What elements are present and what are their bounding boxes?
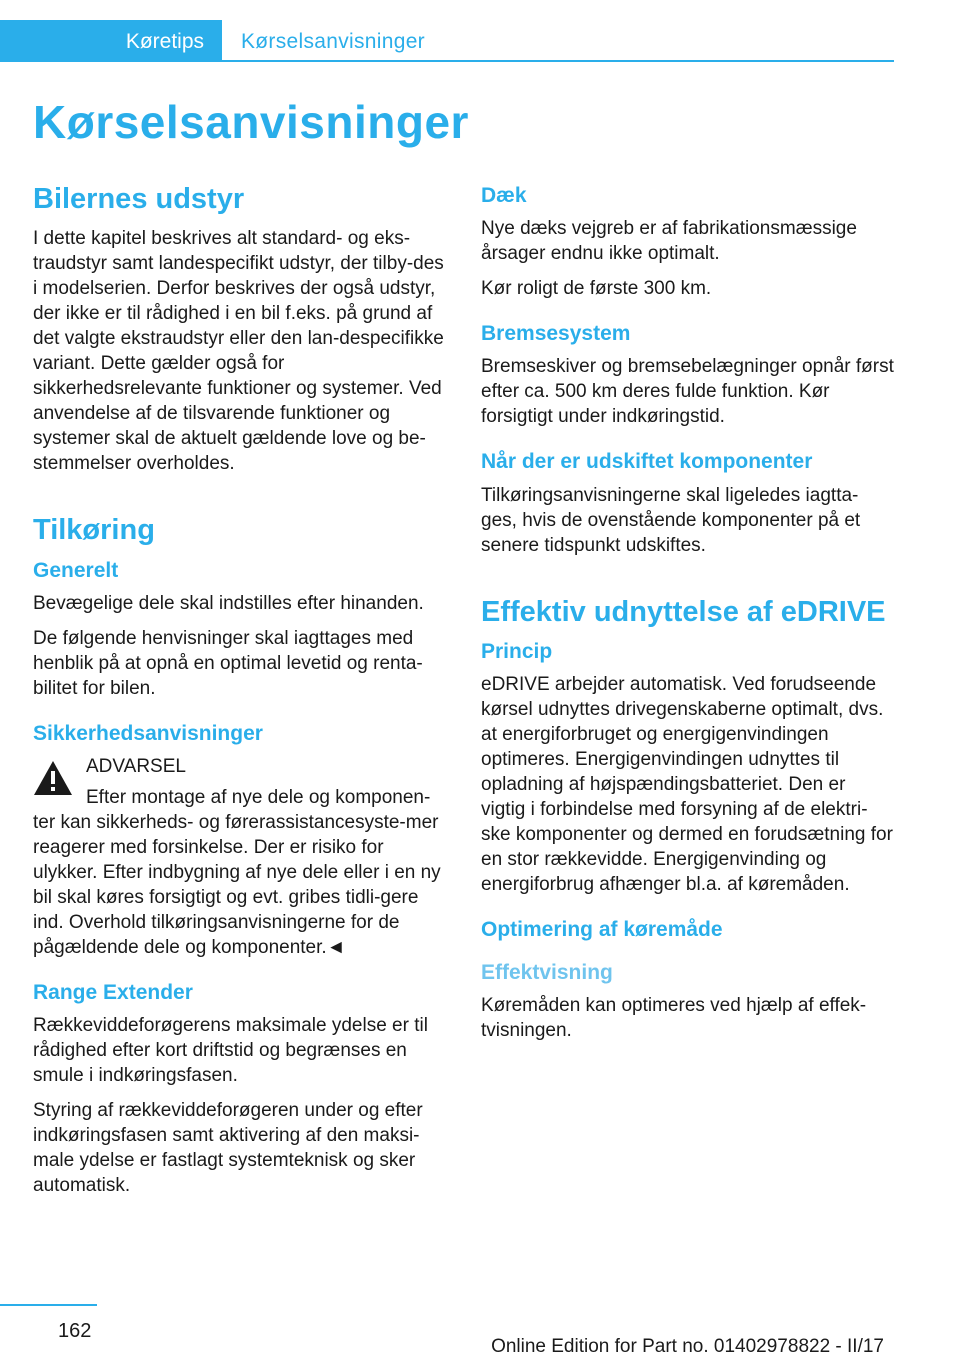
left-column xyxy=(33,183,448,1208)
subheading-sikkerhedsanvisninger: Sikkerhedsanvisninger xyxy=(33,721,263,745)
subheading-generelt: Generelt xyxy=(33,558,119,582)
subheading-range-extender: Range Extender xyxy=(33,981,193,1005)
warning-text: Efter montage af nye dele og komponen-ter kan sikkerheds- og førerassistancesyste-mer reagerer med forsinkelse. Der er risiko for ulykker. Efter indbygning af nye dele eller i en ny bil skal køres forsigtigt og evt. gribes tidli-gere ind. Overhold tilkøringsanvisningerne for de pågældende dele og komponenter.◄ xyxy=(33,787,441,959)
section-heading-effektiv-udnyttelse: Effektiv udnyttelse af eDRIVE xyxy=(481,595,886,628)
paragraph: I dette kapitel beskrives alt standard- og eks-traudstyr samt landespecifikt udstyr, der tilby-des i modelserien. Derfor beskrives der også udstyr, der ikke er til rådighed i en bil f.eks. på grund af det valgte ekstraudstyr eller den lan-despecifikke variant. Dette gælder også for sikkerhedsrelevante funktioner og systemer. Ved anvendelse af de tilsvarende funktioner og systemer skal de aktuelt gældende love og be-stemmelser overholdes. xyxy=(33,228,444,475)
subheading-effektvisning: Effektvisning xyxy=(481,961,613,985)
paragraph: Rækkeviddeforøgerens maksimale ydelse er til rådighed efter kort driftstid og begrænses en smule i indkøringsfasen. xyxy=(33,1015,428,1087)
subheading-bremsesystem: Bremsesystem xyxy=(481,322,631,346)
paragraph: Tilkøringsanvisningerne skal ligeledes iagtta-ges, hvis de ovenstående komponenter på et senere tidspunkt udskiftes. xyxy=(481,484,861,556)
warning-block xyxy=(33,754,448,960)
paragraph: Nye dæks vejgreb er af fabrikationsmæssige årsager endnu ikke optimalt. xyxy=(481,218,857,265)
paragraph: Kør roligt de første 300 km. xyxy=(481,278,712,300)
header-tab-korselsanvisninger: Kørselsanvisninger xyxy=(241,30,425,53)
warning-label: ADVARSEL xyxy=(86,756,186,778)
header-divider xyxy=(222,60,894,62)
paragraph: eDRIVE arbejder automatisk. Ved forudseende kørsel udnyttes drivegenskaberne optimalt, dvs. at energiforbruget og energigenvindingen optimeres. Energigenvindingen udnyttes til opladning af højspændingsbatteriet. Den er vigtig i forbindelse med forsyning af de elektri-ske komponenter og dermed en forudsætning for en stor rækkevidde. Energigenvinding og energiforbrug afhænger bl.a. af køremåden. xyxy=(481,674,893,896)
subheading-princip: Princip xyxy=(481,639,553,663)
page-title: Kørselsanvisninger xyxy=(33,96,469,148)
paragraph: Køremåden kan optimeres ved hjælp af effek-tvisningen. xyxy=(481,995,867,1042)
footer-divider xyxy=(0,1304,97,1306)
subheading-udskiftet-komponenter: Når der er udskiftet komponenter xyxy=(481,450,813,474)
paragraph: Bevægelige dele skal indstilles efter hinanden. xyxy=(33,592,424,614)
section-heading-tilkoring: Tilkøring xyxy=(33,514,155,547)
edition-footer: Online Edition for Part no. 01402978822 - II/17 xyxy=(491,1336,884,1357)
subheading-optimering: Optimering af køremåde xyxy=(481,918,723,942)
paragraph: Styring af rækkeviddeforøgeren under og efter indkøringsfasen samt aktivering af den maksi-male ydelse er fastlagt systemteknisk og sker automatisk. xyxy=(33,1100,423,1197)
page-number: 162 xyxy=(58,1320,92,1342)
subheading-daek: Dæk xyxy=(481,184,527,207)
paragraph: De følgende henvisninger skal iagttages med henblik på at opnå en optimal levetid og renta-bilitet for bilen. xyxy=(33,627,423,699)
header-tab-koretips: Køretips xyxy=(0,20,222,62)
right-column xyxy=(481,183,894,1053)
section-heading-bilernes-udstyr: Bilernes udstyr xyxy=(33,183,245,215)
paragraph: Bremseskiver og bremsebelægninger opnår først efter ca. 500 km deres fulde funktion. Kør forsigtigt under indkøringstid. xyxy=(481,356,894,428)
warning-triangle-icon xyxy=(33,760,73,796)
